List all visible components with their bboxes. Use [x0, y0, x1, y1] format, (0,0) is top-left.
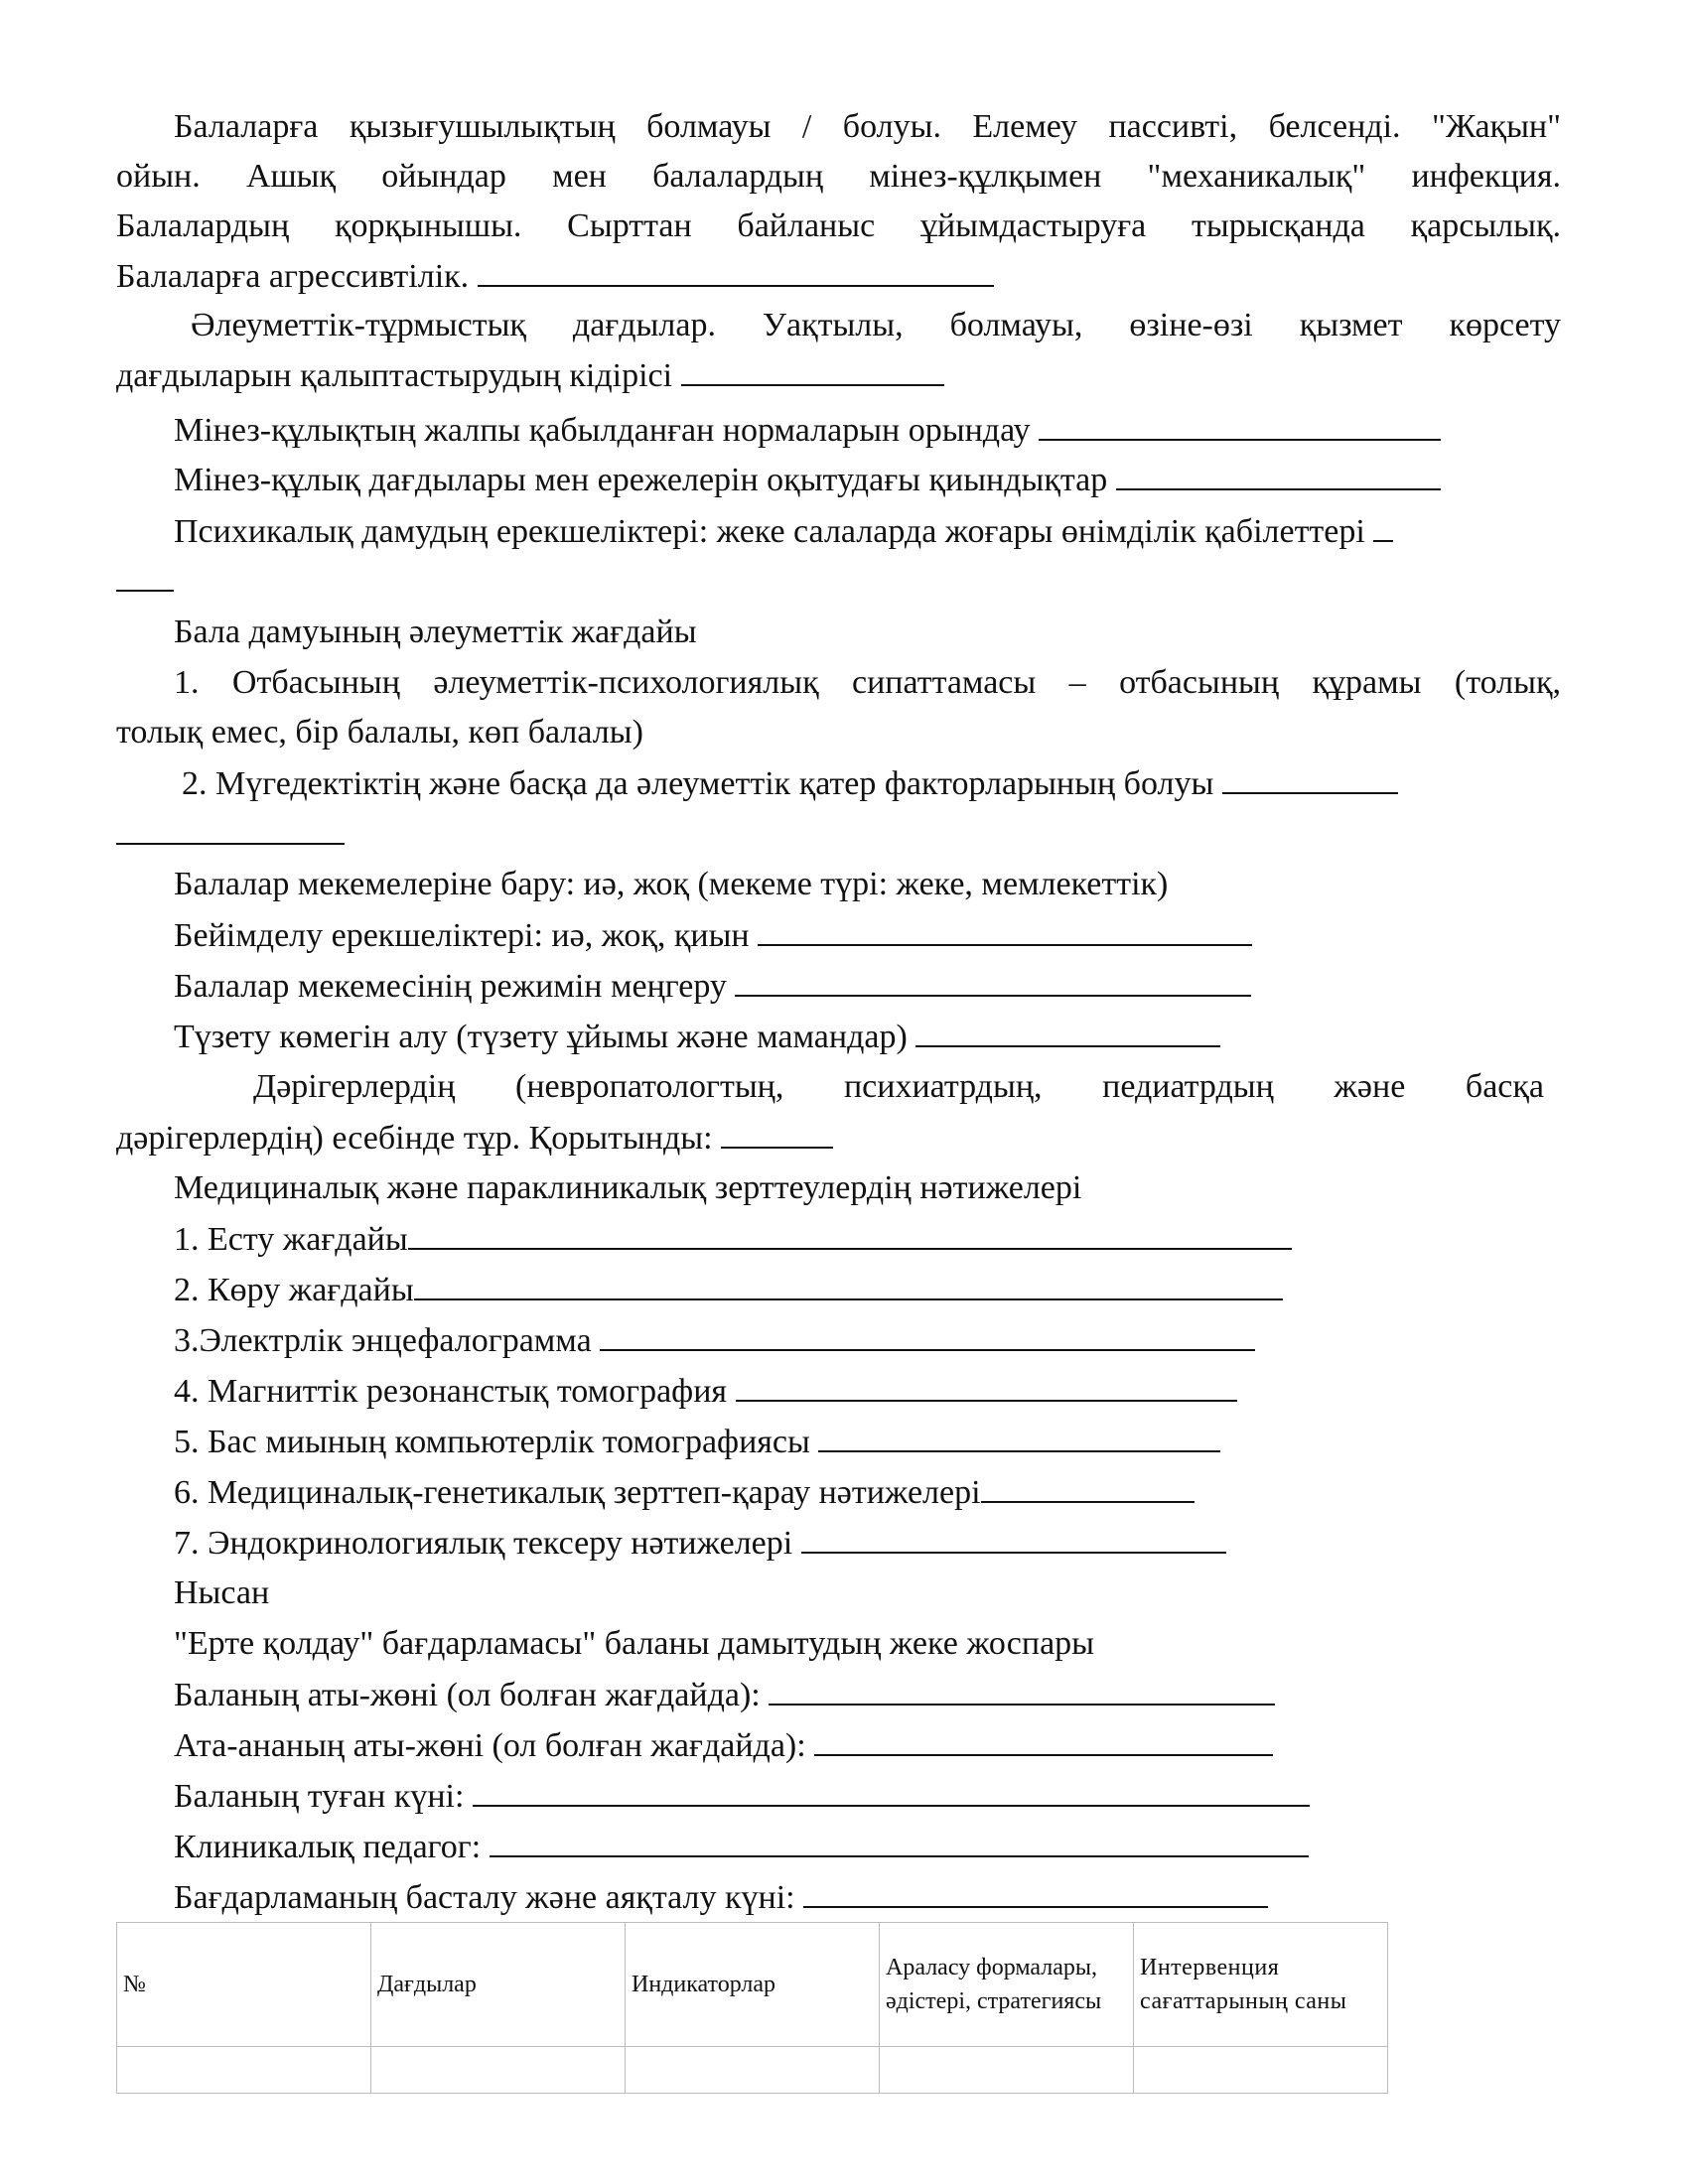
paragraph-line: Балалардың қорқынышы. Сырттан байланыс ұйымдастыруға тырысқанда қарсылық.	[116, 207, 1561, 244]
fill-blank[interactable]	[408, 1214, 1292, 1250]
paragraph-text: Психикалық дамудың ерекшеліктері: жеке салаларда жоғары өнімділік қабілеттері	[174, 513, 1365, 550]
table-cell[interactable]	[371, 2047, 626, 2094]
field-label: Баланың аты-жөні (ол болған жағдайда):	[174, 1677, 761, 1713]
paragraph-text: 2. Мүгедектіктің және басқа да әлеуметтік қатер факторларының болуы	[182, 765, 1214, 802]
med-item	[174, 1315, 1561, 1366]
table-header-cell: №	[117, 1923, 371, 2047]
med-item-label: 6. Медициналық-генетикалық зерттеп-қарау нәтижелері	[174, 1474, 981, 1511]
table-row	[117, 2047, 1388, 2094]
fill-blank[interactable]	[735, 961, 1251, 997]
med-item-label: 2. Көру жағдайы	[174, 1272, 414, 1308]
fill-blank[interactable]	[981, 1467, 1195, 1503]
form-field-birth-date	[174, 1771, 1561, 1822]
table-header-cell: Интервенция сағаттарының саны	[1134, 1923, 1388, 2047]
fill-blank[interactable]	[473, 1771, 1310, 1807]
table-header-row	[117, 1923, 1388, 2047]
fill-blank[interactable]	[915, 1012, 1220, 1047]
fill-blank[interactable]	[801, 1518, 1226, 1554]
paragraph-line: ойын. Ашық ойындар мен балалардың мінез-құлқымен "механикалық" инфекция.	[116, 158, 1561, 195]
med-item	[174, 1417, 1561, 1467]
paragraph-line	[174, 910, 1561, 961]
paragraph-line	[116, 350, 1561, 401]
paragraph-line: Әлеуметтік-тұрмыстық дағдылар. Уақтылы, болмауы, өзіне-өзі қызмет көрсету	[191, 307, 1561, 343]
med-item	[174, 1214, 1561, 1265]
med-item	[174, 1265, 1561, 1315]
med-item-label: 5. Бас миының компьютерлік томографиясы	[174, 1424, 810, 1460]
med-item	[174, 1366, 1561, 1417]
table-cell[interactable]	[1134, 2047, 1388, 2094]
field-label: Клиникалық педагог:	[174, 1829, 482, 1865]
section-heading: Бала дамуының әлеуметтік жағдайы	[174, 614, 697, 650]
paragraph-line: толық емес, бір балалы, көп балалы)	[116, 714, 643, 751]
paragraph-line	[116, 556, 1561, 607]
fill-blank[interactable]	[681, 350, 944, 386]
med-item-label: 1. Есту жағдайы	[174, 1221, 408, 1258]
form-field-parent-name	[174, 1720, 1561, 1771]
fill-blank[interactable]	[600, 1315, 1255, 1351]
paragraph-text: Мінез-құлықтың жалпы қабылданған нормаларын орындау	[174, 412, 1031, 449]
form-field-child-name	[174, 1670, 1561, 1720]
paragraph-line	[116, 251, 1561, 302]
fill-blank[interactable]	[814, 1720, 1273, 1756]
paragraph-line	[174, 961, 1561, 1012]
fill-blank[interactable]	[736, 1366, 1237, 1402]
field-label: Баланың туған күні:	[174, 1778, 465, 1815]
fill-blank[interactable]	[721, 1113, 833, 1149]
paragraph-line	[182, 758, 1561, 809]
fill-blank[interactable]	[1039, 405, 1441, 441]
med-item	[174, 1518, 1561, 1569]
fill-blank[interactable]	[116, 809, 345, 845]
section-heading: Медициналық және параклиникалық зерттеулердің нәтижелері	[174, 1169, 1082, 1206]
field-label: Ата-ананың аты-жөні (ол болған жағдайда):	[174, 1727, 806, 1764]
table-header-cell: Араласу формалары, әдістері, стратегиясы	[880, 1923, 1134, 2047]
paragraph-line: Дәрігерлердің (невропатологтың, психиатрдың, педиатрдың және басқа	[253, 1068, 1544, 1105]
paragraph-line	[116, 809, 1561, 860]
paragraph-line: Балалар мекемелеріне бару: иә, жоқ (мекеме түрі: жеке, мемлекеттік)	[174, 866, 1169, 902]
form-field-clinical-pedagogue	[174, 1822, 1561, 1872]
table-cell[interactable]	[880, 2047, 1134, 2094]
table-header-cell: Дағдылар	[371, 1923, 626, 2047]
table-cell[interactable]	[117, 2047, 371, 2094]
fill-blank[interactable]	[116, 556, 174, 592]
field-label: Бағдарламаның басталу және аяқталу күні:	[174, 1879, 795, 1916]
fill-blank[interactable]	[803, 1872, 1268, 1908]
fill-blank[interactable]	[1373, 506, 1393, 542]
paragraph-line	[174, 405, 1561, 456]
paragraph-line	[174, 506, 1561, 557]
fill-blank[interactable]	[758, 910, 1252, 946]
paragraph-text: Балаларға агрессивтілік.	[116, 258, 470, 295]
paragraph-line	[174, 455, 1561, 505]
table-cell[interactable]	[626, 2047, 880, 2094]
fill-blank[interactable]	[1116, 455, 1441, 490]
med-item	[174, 1467, 1561, 1518]
fill-blank[interactable]	[414, 1265, 1283, 1300]
form-field-program-dates	[174, 1872, 1561, 1923]
paragraph-text: Түзету көмегін алу (түзету ұйымы және мамандар)	[174, 1019, 908, 1055]
med-item-label: 7. Эндокринологиялық тексеру нәтижелері	[174, 1525, 793, 1562]
form-label: Нысан	[174, 1574, 270, 1611]
paragraph-text: Мінез-құлық дағдылары мен ережелерін оқытудағы қиындықтар	[174, 462, 1108, 498]
paragraph-line	[116, 1113, 1561, 1163]
fill-blank[interactable]	[818, 1417, 1220, 1452]
fill-blank[interactable]	[478, 251, 994, 287]
paragraph-line	[174, 1012, 1561, 1062]
paragraph-text: Балалар мекемесінің режимін меңгеру	[174, 968, 727, 1005]
paragraph-line: 1. Отбасының әлеуметтік-психологиялық сипаттамасы – отбасының құрамы (толық,	[174, 664, 1561, 701]
paragraph-text: Бейімделу ерекшеліктері: иә, жоқ, қиын	[174, 917, 750, 954]
fill-blank[interactable]	[1222, 758, 1398, 794]
form-title: "Ерте қолдау" бағдарламасы" баланы дамытудың жеке жоспары	[174, 1625, 1094, 1662]
fill-blank[interactable]	[490, 1822, 1309, 1857]
paragraph-text: дағдыларын қалыптастырудың кідірісі	[116, 357, 673, 394]
table-header-cell: Индикаторлар	[626, 1923, 880, 2047]
med-item-label: 3.Электрлік энцефалограмма	[174, 1322, 592, 1359]
med-item-label: 4. Магниттік резонанстық томография	[174, 1373, 728, 1410]
paragraph-text: дәрігерлердің) есебінде тұр. Қорытынды:	[116, 1120, 713, 1157]
fill-blank[interactable]	[769, 1670, 1275, 1706]
plan-table	[116, 1922, 1388, 2094]
paragraph-line: Балаларға қызығушылықтың болмауы / болуы. Елемеу пассивті, белсенді. "Жақын"	[174, 108, 1561, 145]
